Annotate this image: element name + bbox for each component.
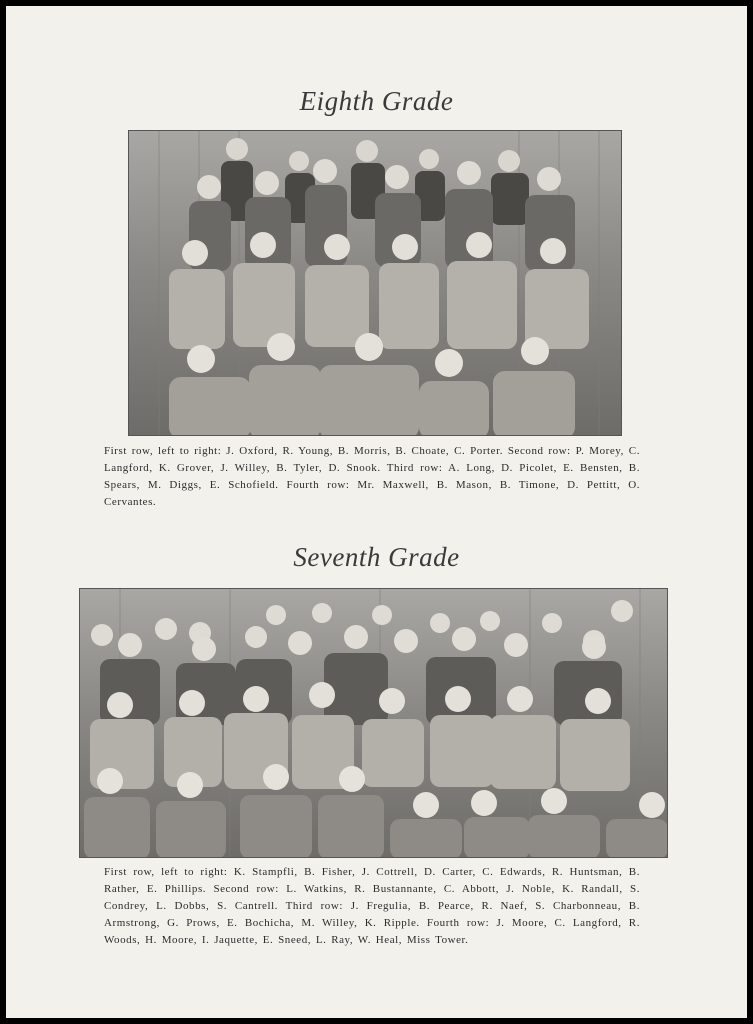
eighth-grade-class-photo <box>128 130 622 436</box>
seventh-grade-photo-figures <box>80 589 668 858</box>
eighth-grade-photo-figures <box>129 131 622 436</box>
yearbook-page <box>6 6 747 1018</box>
seventh-grade-title: Seventh Grade <box>293 542 460 572</box>
seventh-grade-caption: First row, left to right: K. Stampfli, B. Fisher, J. Cottrell, D. Carter, C. Edwards, R. Huntsman, B. Rather, E. Phillips. Second row: L. Watkins, R. Bustannante, C. Abbott, J. Noble, K. Randall, S. Condrey, L. Dobbs, S. Cantrell. Third row: J. Fregulia, B. Pearce, R. Naef, S. Charbonneau, B. Armstrong, G. Prows, E. Bochicha, M. Willey, K. Ripple. Fourth row: J. Moore, C. Langford, R. Woods, H. Moore, I. Jaquette, E. Sneed, L. Ray, W. Heal, Miss Tower. <box>104 866 640 946</box>
eighth-grade-caption: First row, left to right: J. Oxford, R. Young, B. Morris, B. Choate, C. Porter. Second row: P. Morey, C. Langford, K. Grover, J. Willey, B. Tyler, D. Snook. Third row: A. Long, D. Picolet, E. Bensten, B. Spears, M. Diggs, E. Schofield. Fourth row: Mr. Maxwell, B. Mason, B. Timone, D. Pettitt, O. Cervantes. <box>104 445 640 508</box>
seventh-grade-class-photo <box>79 588 668 858</box>
eighth-grade-title: Eighth Grade <box>299 86 454 116</box>
